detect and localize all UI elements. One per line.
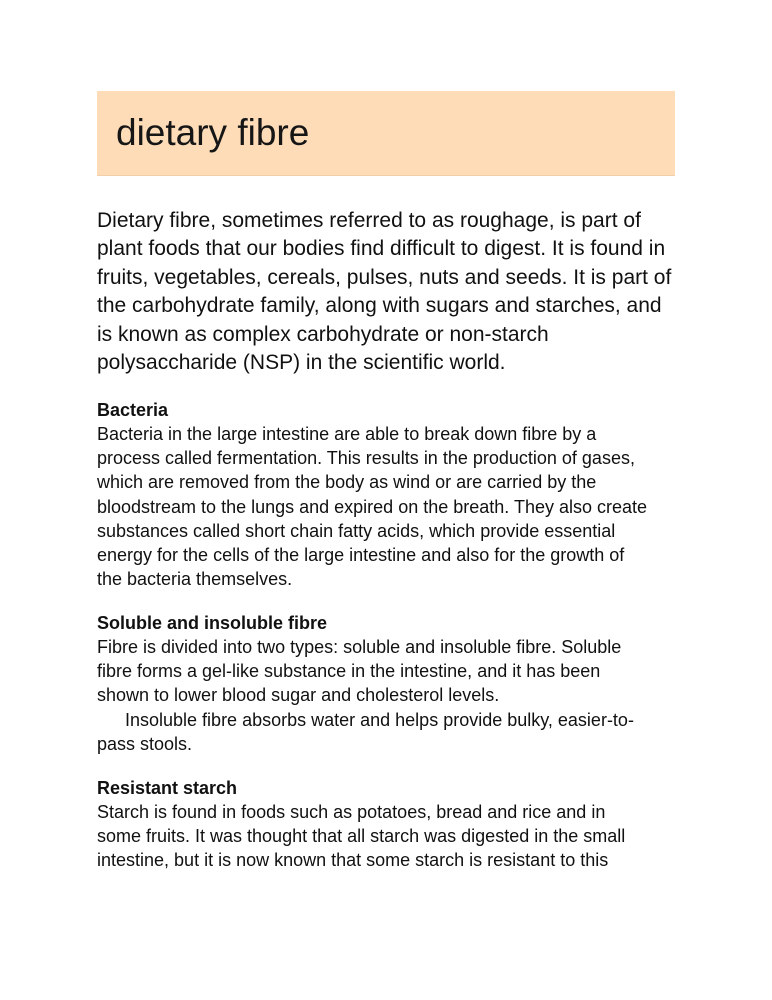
section-paragraph — [97, 800, 687, 873]
paragraph-line: the bacteria themselves. — [97, 569, 293, 590]
intro-line: polysaccharide (NSP) in the scientific world. — [97, 351, 506, 375]
section-paragraph — [97, 422, 687, 591]
section-bacteria — [97, 398, 687, 591]
page-title: dietary fibre — [116, 112, 310, 153]
intro-line: fruits, vegetables, cereals, pulses, nuts and seeds. It is part of — [97, 265, 672, 289]
section-heading: Soluble and insoluble fibre — [97, 613, 328, 633]
intro-line: the carbohydrate family, along with sugars and starches, and — [97, 294, 662, 318]
paragraph-line: fibre forms a gel-like substance in the intestine, and it has been — [97, 661, 601, 682]
paragraph-line: Insoluble fibre absorbs water and helps provide bulky, easier-to- — [125, 709, 634, 730]
title-banner — [97, 91, 675, 176]
section-resistant-starch — [97, 776, 687, 873]
section-paragraph — [97, 635, 687, 708]
paragraph-line: Fibre is divided into two types: soluble and insoluble fibre. Soluble — [97, 637, 622, 657]
intro-line: is known as complex carbohydrate or non-starch — [97, 322, 549, 346]
section-soluble-insoluble — [97, 611, 687, 756]
section-heading: Bacteria — [97, 400, 169, 420]
paragraph-line: Starch is found in foods such as potatoes, bread and rice and in — [97, 802, 606, 822]
section-paragraph-indented — [97, 708, 687, 756]
paragraph-line: process called fermentation. This results in the production of gases, — [97, 448, 635, 469]
paragraph-line: substances called short chain fatty acids, which provide essential — [97, 520, 616, 541]
intro-line: Dietary fibre, sometimes referred to as roughage, is part of — [97, 209, 641, 232]
section-heading: Resistant starch — [97, 778, 238, 798]
paragraph-line: bloodstream to the lungs and expired on the breath. They also create — [97, 496, 648, 517]
intro-line: plant foods that our bodies find difficult to digest. It is found in — [97, 237, 666, 261]
intro-paragraph — [97, 207, 687, 377]
paragraph-line: which are removed from the body as wind or are carried by the — [97, 472, 597, 493]
paragraph-line: energy for the cells of the large intestine and also for the growth of — [97, 545, 625, 566]
paragraph-line: some fruits. It was thought that all starch was digested in the small — [97, 826, 626, 847]
paragraph-line: intestine, but it is now known that some starch is resistant to this — [97, 850, 609, 871]
paragraph-line: Bacteria in the large intestine are able to break down fibre by a — [97, 424, 597, 444]
paragraph-line: shown to lower blood sugar and cholesterol levels. — [97, 685, 500, 706]
paragraph-line: pass stools. — [97, 733, 193, 754]
